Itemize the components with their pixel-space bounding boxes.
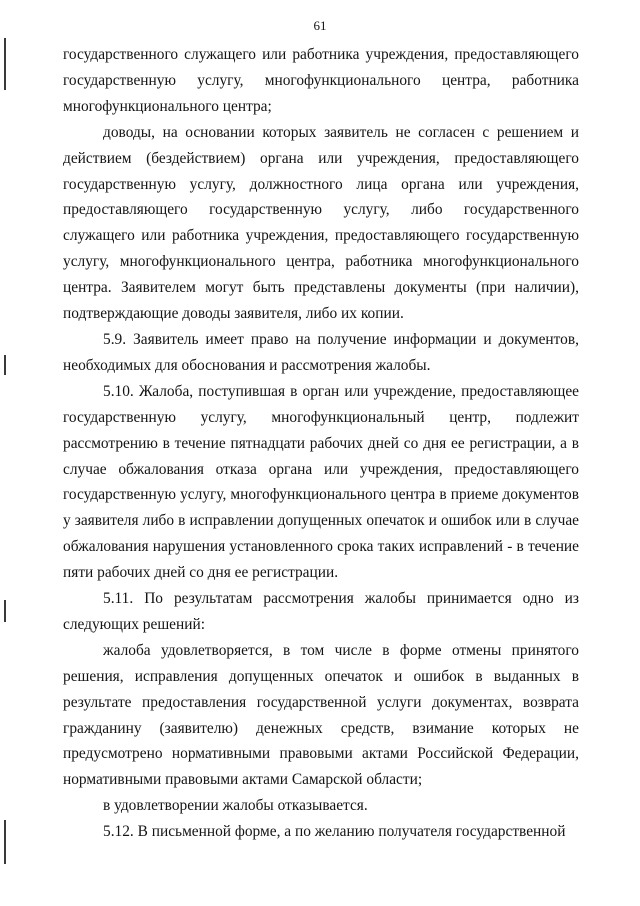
margin-line [4, 38, 6, 90]
paragraph-5-11: 5.11. По результатам рассмотрения жалобы принимается одно из следующих решений: [63, 590, 579, 633]
paragraph-arguments: доводы, на основании которых заявитель не согласен с решением и действием (бездействием) органа или учреждения, предоставляющего государственную услугу, должностного лица органа или учреждения, предоставляющего государственную услугу, либо государственного служащего или работника учреждения, предоставляющего государственную услугу, многофункционального центра, работника многофункционального центра. Заявителем могут быть представлены документы (при наличии), подтверждающие доводы заявителя, либо их копии. [63, 123, 579, 323]
paragraph-complaint-rejected: в удовлетворении жалобы отказывается. [103, 797, 368, 815]
margin-line [4, 600, 6, 622]
paragraph-5-12: 5.12. В письменной форме, а по желанию получателя государственной [103, 823, 566, 841]
page-number: 61 [313, 18, 327, 33]
margin-line [4, 820, 6, 864]
paragraph-5-10: 5.10. Жалоба, поступившая в орган или учреждение, предоставляющее государственную услугу, многофункциональный центр, подлежит рассмотрению в течение пятнадцати рабочих дней со дня ее регистрации, а в случае обжалования отказа органа или учреждения, предоставляющего государственную услугу, многофункционального центра в приеме документов у заявителя либо в исправлении допущенных опечаток и ошибок или в случае обжалования нарушения установленного срока таких исправлений - в течение пяти рабочих дней со дня ее регистрации. [63, 382, 579, 582]
margin-line [4, 355, 6, 375]
paragraph-continuation: государственного служащего или работника учреждения, предоставляющего государственную услугу, многофункционального центра, работника многофункционального центра; [63, 46, 579, 115]
paragraph-5-9: 5.9. Заявитель имеет право на получение информации и документов, необходимых для обоснования и рассмотрения жалобы. [63, 330, 579, 374]
paragraph-complaint-satisfied: жалоба удовлетворяется, в том числе в форме отмены принятого решения, исправления допущенных опечаток и ошибок в выданных в результате предоставления государственной услуги документах, возврата гражданину (заявителю) денежных средств, взимание которых не предусмотрено нормативными правовыми актами Российской Федерации, нормативными правовыми актами Самарской области; [63, 641, 579, 789]
document-body [63, 42, 579, 845]
